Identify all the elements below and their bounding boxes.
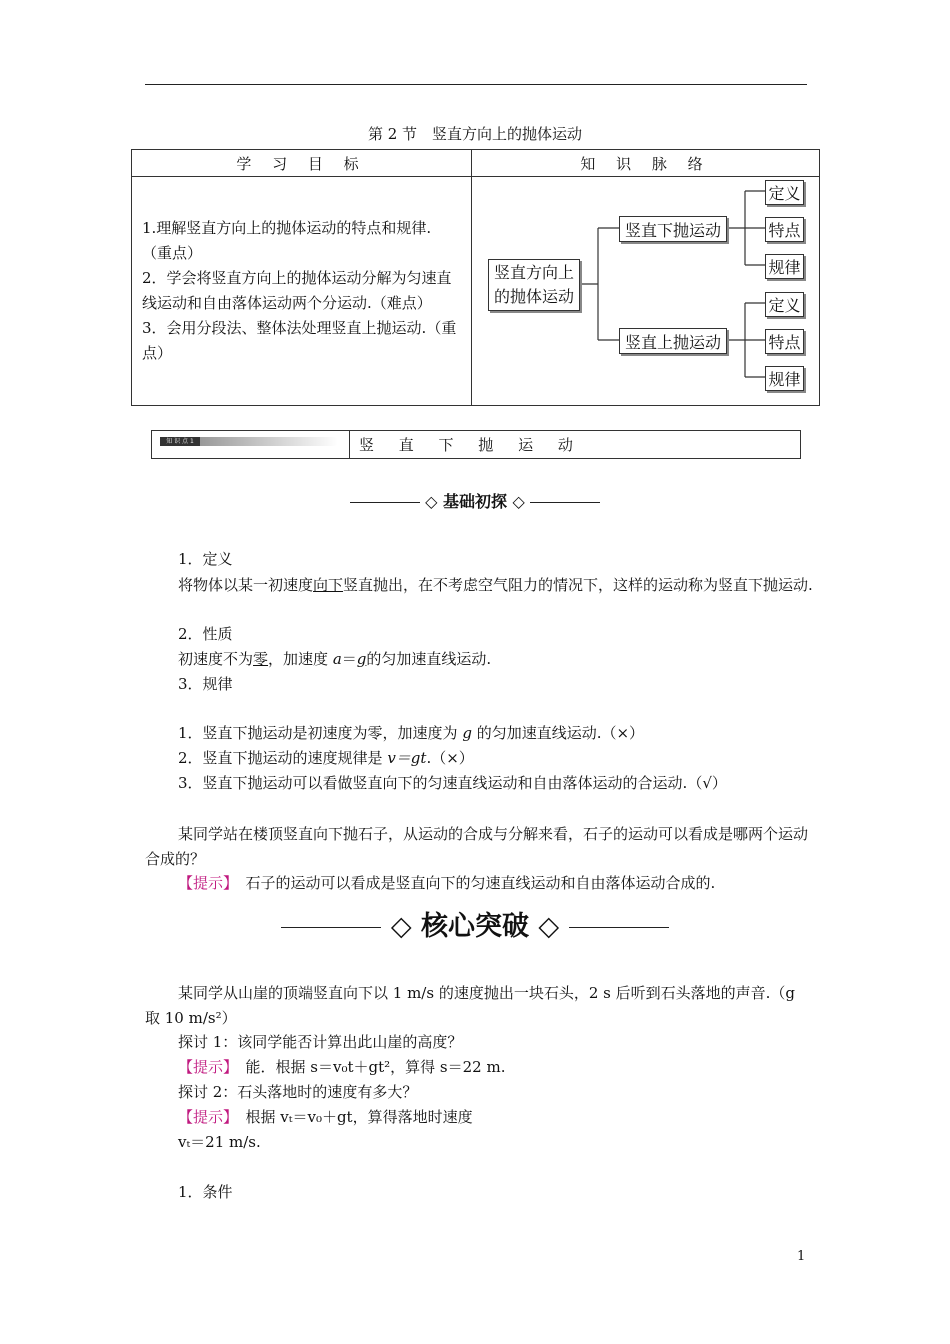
nature-text: ，加速度 [268, 650, 333, 668]
map-header: 知 识 脉 络 [472, 150, 820, 177]
hint-text: 根据 vₜ＝v₀＋gt，算得落地时速度 [245, 1108, 473, 1126]
map-branch-down: 竖直下抛运动 [619, 216, 727, 242]
page-number: 1 [797, 1249, 806, 1264]
basic-banner [0, 489, 950, 512]
core-question-2: 探讨 2：石头落地时的速度有多大？ [178, 1083, 418, 1101]
core-banner-text: ◇ 核心突破 ◇ [390, 911, 560, 942]
goals-table [131, 149, 820, 406]
knowledge-map-cell [472, 177, 820, 406]
basics-heading-nature: 2．性质 [178, 625, 233, 643]
nature-key-term: 零 [253, 650, 269, 668]
map-leaf: 定义 [765, 180, 804, 205]
banner-rule-right [569, 927, 669, 928]
core-question-1: 探讨 1：该同学能否计算出此山崖的高度？ [178, 1033, 463, 1051]
core-hint-2 [178, 1106, 473, 1127]
banner-rule-left [350, 502, 420, 503]
definition-text: 将物体以某一初速度 [178, 576, 314, 594]
basics-heading-law: 3．规律 [178, 675, 233, 693]
hint-text: 石子的运动可以看成是竖直向下的匀速直线运动和自由落体运动合成的. [245, 874, 716, 892]
basics-heading-definition: 1．定义 [178, 550, 233, 568]
basics-nature [178, 648, 491, 669]
knowledge-map [472, 177, 819, 405]
nature-eq: ＝ [341, 650, 357, 668]
knowledge-point-tag: 知 识 点 1 [160, 437, 200, 446]
judgement-item: 2．竖直下抛运动的速度规律是 v＝gt.（×） [178, 749, 474, 767]
hint-label: 【提示】 [178, 1058, 231, 1076]
core-heading-condition: 1．条件 [178, 1183, 233, 1201]
section-title: 第 2 节 竖直方向上的抛体运动 [367, 125, 583, 143]
nature-text: 的匀加速直线运动. [366, 650, 492, 668]
map-root: 竖直方向上的抛体运动 [488, 259, 580, 311]
core-hint-1 [178, 1056, 505, 1077]
goals-list [132, 177, 472, 406]
goal-item: 2．学会将竖直方向上的抛体运动分解为匀速直线运动和自由落体运动两个分运动.（难点） [142, 269, 452, 312]
basics-definition [145, 573, 813, 598]
nature-var-g: g [356, 650, 367, 668]
judgement-item: 1．竖直下抛运动是初速度为零，加速度为 g 的匀加速直线运动.（×） [178, 724, 645, 742]
map-branch-up: 竖直上抛运动 [619, 328, 727, 354]
knowledge-point-title: 竖 直 下 抛 运 动 [359, 436, 583, 454]
knowledge-point-bar [151, 430, 801, 459]
map-leaf: 规律 [765, 366, 804, 391]
goals-header: 学 习 目 标 [132, 150, 472, 177]
map-leaf: 规律 [765, 254, 804, 279]
map-leaf: 特点 [765, 329, 804, 354]
goal-item: 1.理解竖直方向上的抛体运动的特点和规律.（重点） [142, 219, 432, 262]
nature-text: 初速度不为 [178, 650, 254, 668]
header-rule [145, 84, 807, 85]
core-problem: 某同学从山崖的顶端竖直向下以 1 m/s 的速度抛出一块石头，2 s 后听到石头落地的声音.（g 取 10 m/s²） [145, 984, 795, 1027]
judgement-item: 3．竖直下抛运动可以看做竖直向下的匀速直线运动和自由落体运动的合运动.（√） [178, 774, 727, 792]
think-question: 某同学站在楼顶竖直向下抛石子，从运动的合成与分解来看，石子的运动可以看成是哪两个运动合成的？ [145, 825, 809, 868]
hint-label: 【提示】 [178, 874, 231, 892]
knowledge-point-divider [349, 431, 350, 458]
think-hint [178, 872, 715, 893]
definition-key-term: 向下 [313, 576, 344, 594]
nature-var-a: a [332, 650, 342, 668]
map-leaf: 定义 [765, 292, 804, 317]
knowledge-point-tag-tail [200, 437, 338, 446]
hint-label: 【提示】 [178, 1108, 231, 1126]
banner-rule-left [281, 927, 381, 928]
definition-text: 竖直抛出，在不考虑空气阻力的情况下，这样的运动称为竖直下抛运动. [343, 576, 813, 594]
goal-item: 3．会用分段法、整体法处理竖直上抛运动.（重点） [142, 319, 457, 362]
banner-rule-right [530, 502, 600, 503]
core-hint-2-cont: vₜ＝21 m/s. [178, 1133, 261, 1151]
core-banner [0, 904, 950, 943]
hint-text: 能．根据 s＝v₀t＋gt²，算得 s＝22 m. [245, 1058, 506, 1076]
map-leaf: 特点 [765, 217, 804, 242]
basic-banner-text: ◇ 基础初探 ◇ [425, 492, 525, 511]
